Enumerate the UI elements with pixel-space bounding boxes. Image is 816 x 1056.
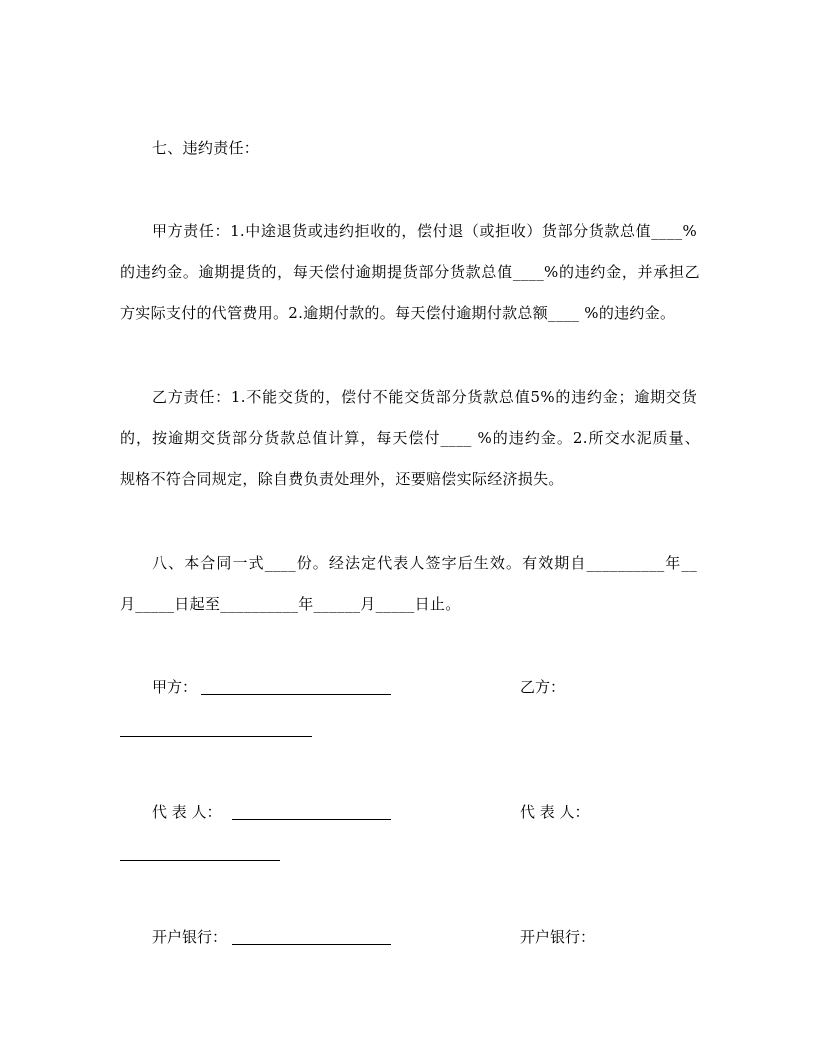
party-a-rep-signature-line xyxy=(232,819,391,820)
party-b-signature-line xyxy=(120,736,312,737)
party-a-signature-line xyxy=(201,694,391,695)
party-b-rep-label: 代 表 人： xyxy=(520,803,590,821)
party-a-liability-line-2: 的违约金。逾期提货的，每天偿付逾期提货部分货款总值____%的违约金，并承担乙 xyxy=(120,263,700,281)
section-8-line-1: 八、本合同一式____份。经法定代表人签字后生效。有效期自__________年__ xyxy=(152,554,697,572)
party-a-rep-label: 代 表 人： xyxy=(152,803,222,821)
section-7-heading: 七、违约责任： xyxy=(152,139,260,157)
party-a-label: 甲方： xyxy=(152,678,198,696)
party-b-bank-label: 开户银行： xyxy=(520,928,596,946)
party-a-liability-line-1: 甲方责任：1.中途退货或违约拒收的，偿付退（或拒收）货部分货款总值____% xyxy=(152,222,697,240)
party-b-liability-line-3: 规格不符合同规定，除自费负责处理外，还要赔偿实际经济损失。 xyxy=(120,470,564,488)
party-b-liability-line-2: 的，按逾期交货部分货款总值计算，每天偿付____ %的违约金。2.所交水泥质量、 xyxy=(120,429,700,447)
party-a-bank-line xyxy=(232,944,391,945)
party-b-liability-line-1: 乙方责任：1.不能交货的，偿付不能交货部分货款总值5%的违约金；逾期交货 xyxy=(152,388,697,406)
party-a-bank-label: 开户银行： xyxy=(152,928,228,946)
party-b-label: 乙方： xyxy=(520,678,566,696)
party-b-rep-signature-line xyxy=(120,860,280,861)
section-8-line-2: 月_____日起至__________年______月_____日止。 xyxy=(120,595,461,613)
party-a-liability-line-3: 方实际支付的代管费用。2.逾期付款的。每天偿付逾期付款总额____ %的违约金。 xyxy=(120,304,676,322)
